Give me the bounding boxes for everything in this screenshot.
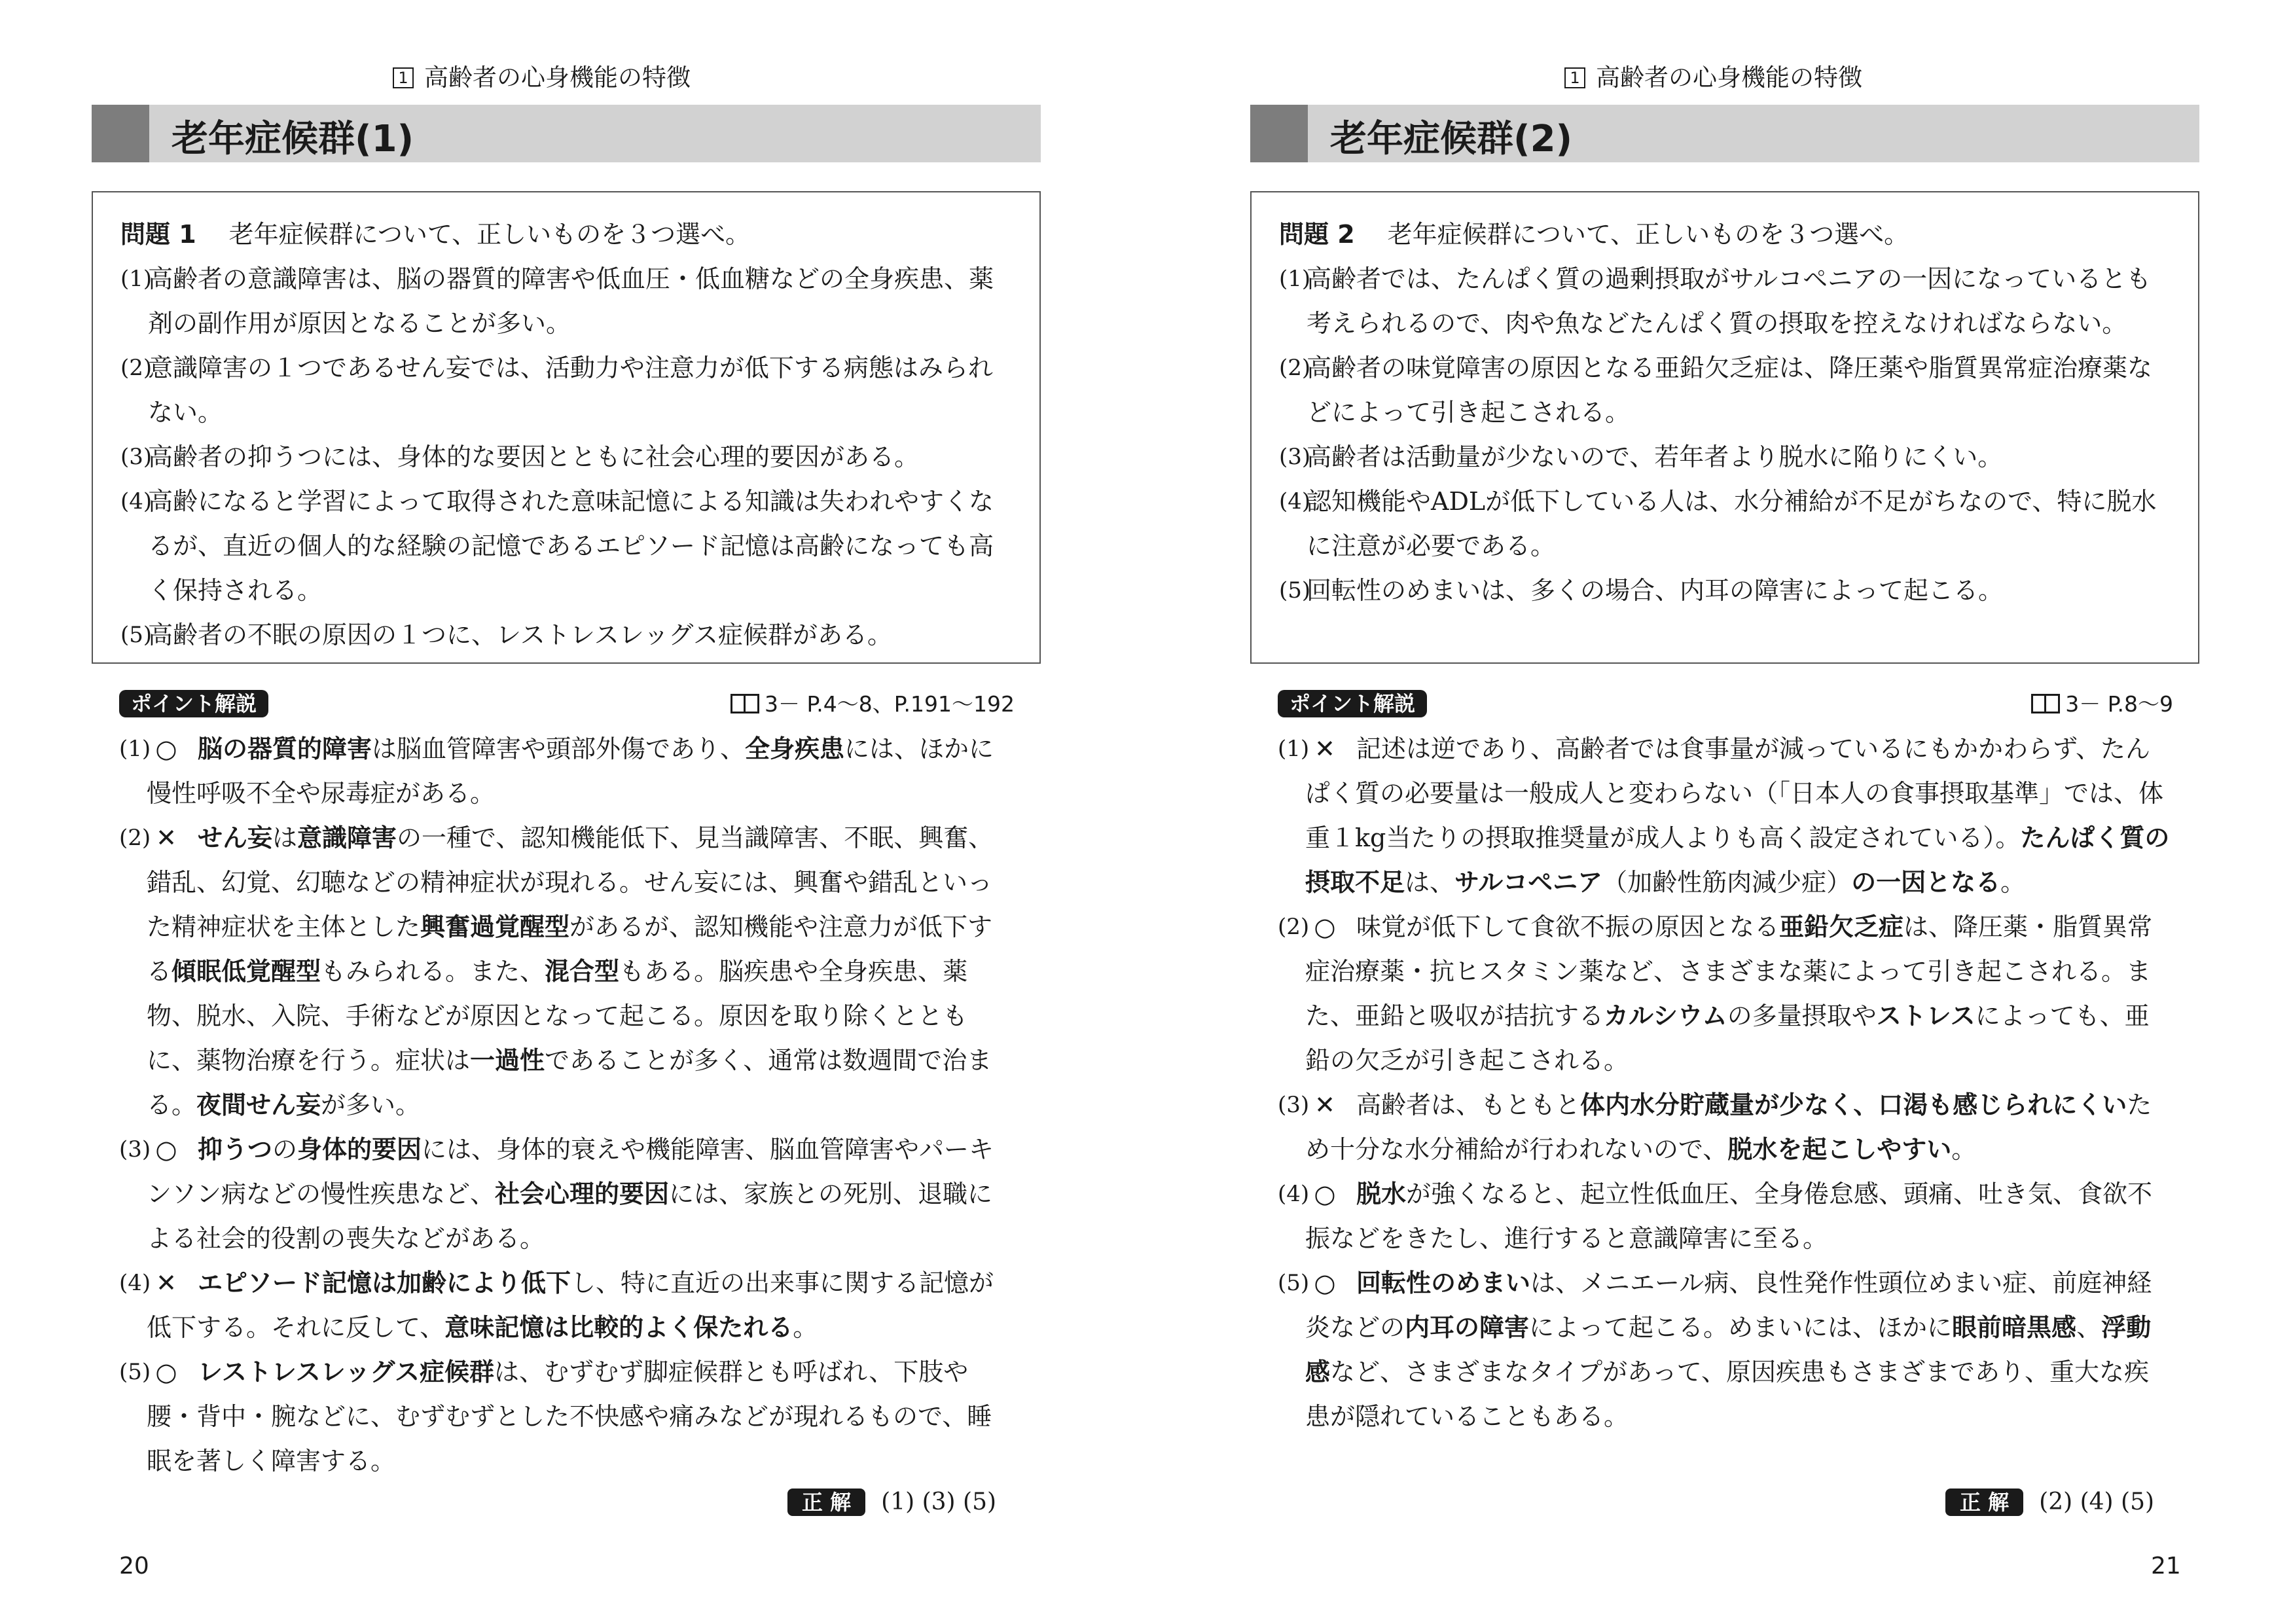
- item-number: (5): [1279, 577, 1311, 604]
- item-number: (4): [120, 488, 153, 514]
- item-number: (3): [1279, 444, 1311, 470]
- item-text: 回転性のめまいは、多くの場合、内耳の障害によって起こる。: [1307, 576, 2004, 605]
- item-number: (1): [120, 266, 153, 292]
- reference: [2031, 690, 2173, 719]
- item-number: (1): [119, 736, 151, 762]
- keyword: たんぱく質の摂取不足: [1305, 823, 2170, 897]
- keyword: 亜鉛欠乏症: [1779, 912, 1904, 941]
- answer-item: [1278, 905, 2173, 1083]
- answer-explanations: [119, 727, 1015, 1483]
- answer-mark: ✕: [1314, 1091, 1335, 1119]
- keyword: 内耳の障害: [1405, 1313, 1530, 1342]
- keyword: 体内水分貯蔵量が少なく、口渇も感じられにくい: [1580, 1091, 2127, 1119]
- correct-value: (2) (4) (5): [2039, 1489, 2155, 1515]
- text: もみられる。また、: [321, 957, 545, 986]
- keyword: エピソード記憶は加齢により低下: [198, 1269, 571, 1297]
- text: 、: [2076, 1313, 2102, 1342]
- keyword: 脱水を起こしやすい: [1727, 1135, 1952, 1164]
- item-number: (2): [1279, 355, 1311, 381]
- keyword: 夜間せん妄: [196, 1091, 321, 1119]
- text: の: [272, 1135, 298, 1164]
- chapter-number-box: 1: [1564, 67, 1585, 88]
- text: の一種で、認知機能低下、見当識障害、不眠、興奮、錯乱、幻覚、幻聴などの精神症状が現れる。せん妄には、興奮や錯乱といった精神症状を主体とした: [147, 823, 994, 941]
- section-title: 老年症候群(1): [171, 118, 414, 160]
- keyword: 身体的要因: [297, 1135, 422, 1164]
- text: は: [272, 823, 298, 852]
- reference-text: 3－ P.4～8、P.191～192: [765, 691, 1015, 717]
- correct-answer: [1945, 1489, 2154, 1516]
- section-title-bar: [92, 105, 1041, 162]
- keyword: せん妄: [198, 823, 273, 852]
- keyword: 意識障害: [297, 823, 397, 852]
- answer-item: [1278, 1172, 2173, 1261]
- title-tab-block: [1250, 105, 1308, 162]
- text: 記述は逆であり、高齢者では食事量が減っているにもかかわらず、たんぱく質の必要量は一般成人と変わらない（「日本人の食事摂取基準」では、体重１kg当たりの摂取推奨量が成人よりも高く設定されている）。: [1305, 734, 2164, 852]
- item-number: (3): [119, 1136, 151, 1163]
- question-item: [1279, 435, 2172, 479]
- keyword: の一因となる: [1851, 868, 2001, 897]
- text: （加齢性筋肉減少症）: [1602, 868, 1852, 897]
- text: は脳血管障害や頭部外傷であり、: [372, 734, 746, 763]
- question-item: [120, 346, 1013, 435]
- text: は、メニエール病、良性発作性頭位めまい症、前庭神経炎などの: [1305, 1269, 2152, 1342]
- answer-mark: ○: [1314, 1269, 1336, 1297]
- text: の多量摂取や: [1727, 1001, 1877, 1030]
- answer-item: [119, 1350, 1015, 1483]
- keyword: 脱水: [1356, 1180, 1407, 1208]
- item-text: 高齢になると学習によって取得された意味記憶による知識は失われやすくなるが、直近の個人的な経験の記憶であるエピソード記憶は高齢になっても高く保持される。: [148, 487, 994, 605]
- item-text: 高齢者の意識障害は、脳の器質的障害や低血圧・低血糖などの全身疾患、薬剤の副作用が原因となることが多い。: [148, 264, 994, 338]
- answer-mark: ✕: [156, 823, 177, 852]
- keyword: サルコペニア: [1454, 868, 1603, 897]
- correct-label: 正 解: [787, 1489, 865, 1516]
- text: 。: [1951, 1135, 1977, 1164]
- text: には、身体的衰えや機能障害、脳血管障害やパーキンソン病などの慢性疾患など、: [147, 1135, 994, 1208]
- text: 味覚が低下して食欲不振の原因となる: [1356, 912, 1780, 941]
- item-number: (2): [1278, 914, 1310, 940]
- text: によって起こる。めまいには、ほかに: [1529, 1313, 1953, 1342]
- question-box: [1250, 191, 2199, 664]
- answer-item: [119, 816, 1015, 1127]
- question-heading: [1279, 212, 2172, 257]
- question-item: [1279, 568, 2172, 613]
- question-item: [120, 435, 1013, 479]
- item-number: (3): [1278, 1092, 1310, 1118]
- item-number: (4): [1279, 488, 1311, 514]
- section-title: 老年症候群(2): [1330, 118, 1573, 160]
- answer-mark: ○: [155, 734, 177, 763]
- question-item: [1279, 257, 2172, 346]
- text: には、ほかに慢性呼吸不全や尿毒症がある。: [147, 734, 994, 808]
- item-number: (1): [1278, 736, 1310, 762]
- answer-item: [119, 727, 1015, 816]
- item-number: (2): [120, 355, 153, 381]
- running-header-text: 高齢者の心身機能の特徴: [1596, 63, 1862, 92]
- correct-value: (1) (3) (5): [881, 1489, 997, 1515]
- text: もある。脳疾患や全身疾患、薬物、脱水、入院、手術などが原因となって起こる。原因を取り除くとともに、薬物治療を行う。症状は: [147, 957, 968, 1075]
- item-text: 意識障害の１つであるせん妄では、活動力や注意力が低下する病態はみられない。: [148, 353, 993, 427]
- question-label: 問題 2: [1279, 220, 1355, 249]
- text: によっても、亜鉛の欠乏が引き起こされる。: [1305, 1001, 2150, 1075]
- item-text: 認知機能やADLが低下している人は、水分補給が不足がちなので、特に脱水に注意が必要である。: [1307, 487, 2157, 560]
- question-item: [120, 257, 1013, 346]
- answer-item: [119, 1261, 1015, 1350]
- item-number: (5): [1278, 1270, 1310, 1296]
- keyword: 意味記憶は比較的よく保たれる: [444, 1313, 793, 1342]
- text: は、むずむず脚症候群とも呼ばれ、下肢や腰・背中・腕などに、むずむずとした不快感や痛みなどが現れるもので、睡眠を著しく障害する。: [147, 1358, 992, 1475]
- question-label: 問題 1: [120, 220, 196, 249]
- item-text: 高齢者では、たんぱく質の過剰摂取がサルコペニアの一因になっているとも考えられるので、肉や魚などたんぱく質の摂取を控えなければならない。: [1307, 264, 2152, 338]
- text: 。: [2000, 868, 2026, 897]
- keyword: 回転性のめまい: [1356, 1269, 1531, 1297]
- section-title-bar: [1250, 105, 2199, 162]
- keyword: カルシウム: [1604, 1001, 1727, 1030]
- keyword: 全身疾患: [745, 734, 845, 763]
- keyword: 浮動感: [1305, 1313, 2152, 1386]
- running-header: [1564, 58, 1862, 93]
- answer-mark: ○: [155, 1358, 177, 1386]
- running-header-text: 高齢者の心身機能の特徴: [424, 63, 691, 92]
- item-number: (1): [1279, 266, 1311, 292]
- question-heading: [120, 212, 1013, 257]
- correct-label: 正 解: [1945, 1489, 2023, 1516]
- running-header: [393, 58, 691, 93]
- text: は、降圧薬・脂質異常症治療薬・抗ヒスタミン薬など、さまざまな薬によって引き起こされる。また、亜鉛と吸収が拮抗する: [1305, 912, 2153, 1030]
- item-number: (4): [1278, 1181, 1310, 1207]
- answer-item: [1278, 1261, 2173, 1439]
- text: など、さまざまなタイプがあって、原因疾患もさまざまであり、重大な疾患が隠れていることもある。: [1305, 1358, 2149, 1431]
- keyword: 傾眠低覚醒型: [171, 957, 321, 986]
- item-text: 高齢者は活動量が少ないので、若年者より脱水に陥りにくい。: [1307, 442, 2003, 471]
- point-label-badge: ポイント解説: [1278, 690, 1427, 717]
- answer-explanations: [1278, 727, 2173, 1439]
- keyword: 混合型: [545, 957, 620, 986]
- item-text: 高齢者の抑うつには、身体的な要因とともに社会心理的要因がある。: [148, 442, 920, 471]
- keyword: 一過性: [470, 1046, 545, 1075]
- item-number: (5): [119, 1359, 151, 1385]
- item-number: (5): [120, 622, 153, 648]
- title-tab-block: [92, 105, 149, 162]
- page-number: 20: [119, 1553, 149, 1579]
- point-row: [119, 690, 1015, 719]
- book-icon: [2031, 694, 2060, 713]
- question-prompt: 老年症候群について、正しいものを３つ選べ。: [1387, 220, 1909, 249]
- right-page: [1146, 0, 2291, 1624]
- point-row: [1278, 690, 2173, 719]
- text: があるが、認知機能や注意力が低下する: [147, 912, 993, 986]
- keyword: 脳の器質的障害: [198, 734, 372, 763]
- text: し、特に直近の出来事に関する記憶が低下する。それに反して、: [147, 1269, 994, 1342]
- text: ため十分な水分補給が行われないので、: [1305, 1091, 2152, 1164]
- reference-text: 3－ P.8～9: [2065, 691, 2173, 717]
- text: が多い。: [321, 1091, 421, 1119]
- item-text: 高齢者の不眠の原因の１つに、レストレスレッグス症候群がある。: [148, 621, 892, 649]
- question-prompt: 老年症候群について、正しいものを３つ選べ。: [228, 220, 751, 249]
- keyword: 眼前暗黒感: [1952, 1313, 2077, 1342]
- question-item: [120, 479, 1013, 613]
- keyword: 社会心理的要因: [495, 1180, 670, 1208]
- answer-item: [1278, 727, 2173, 905]
- text: は、: [1405, 868, 1455, 897]
- reference: [731, 690, 1015, 719]
- keyword: 抑うつ: [198, 1135, 273, 1164]
- answer-mark: ✕: [1314, 734, 1335, 763]
- keyword: ストレス: [1876, 1001, 1975, 1030]
- keyword: 興奮過覚醒型: [420, 912, 570, 941]
- keyword: レストレスレッグス症候群: [198, 1358, 494, 1386]
- book-icon: [731, 694, 759, 713]
- answer-item: [119, 1127, 1015, 1261]
- point-label-badge: ポイント解説: [119, 690, 268, 717]
- answer-item: [1278, 1083, 2173, 1172]
- question-item: [1279, 346, 2172, 435]
- item-number: (4): [119, 1270, 151, 1296]
- text: 高齢者は、もともと: [1356, 1091, 1581, 1119]
- answer-mark: ○: [1314, 1180, 1336, 1208]
- question-item: [1279, 479, 2172, 568]
- text: が強くなると、起立性低血圧、全身倦怠感、頭痛、吐き気、食欲不振などをきたし、進行すると意識障害に至る。: [1305, 1180, 2153, 1253]
- question-item: [120, 613, 1013, 657]
- text: であることが多く、通常は数週間で治まる。: [147, 1046, 992, 1119]
- item-number: (2): [119, 825, 151, 851]
- text: 。: [793, 1313, 818, 1342]
- item-text: 高齢者の味覚障害の原因となる亜鉛欠乏症は、降圧薬や脂質異常症治療薬などによって引き起こされる。: [1307, 353, 2153, 427]
- item-number: (3): [120, 444, 153, 470]
- answer-mark: ○: [1314, 912, 1336, 941]
- chapter-number-box: 1: [393, 67, 414, 88]
- page-number: 21: [2151, 1553, 2181, 1579]
- answer-mark: ○: [155, 1135, 177, 1164]
- answer-mark: ✕: [156, 1269, 177, 1297]
- correct-answer: [787, 1489, 996, 1516]
- text: には、家族との死別、退職による社会的役割の喪失などがある。: [147, 1180, 993, 1253]
- question-box: [92, 191, 1041, 664]
